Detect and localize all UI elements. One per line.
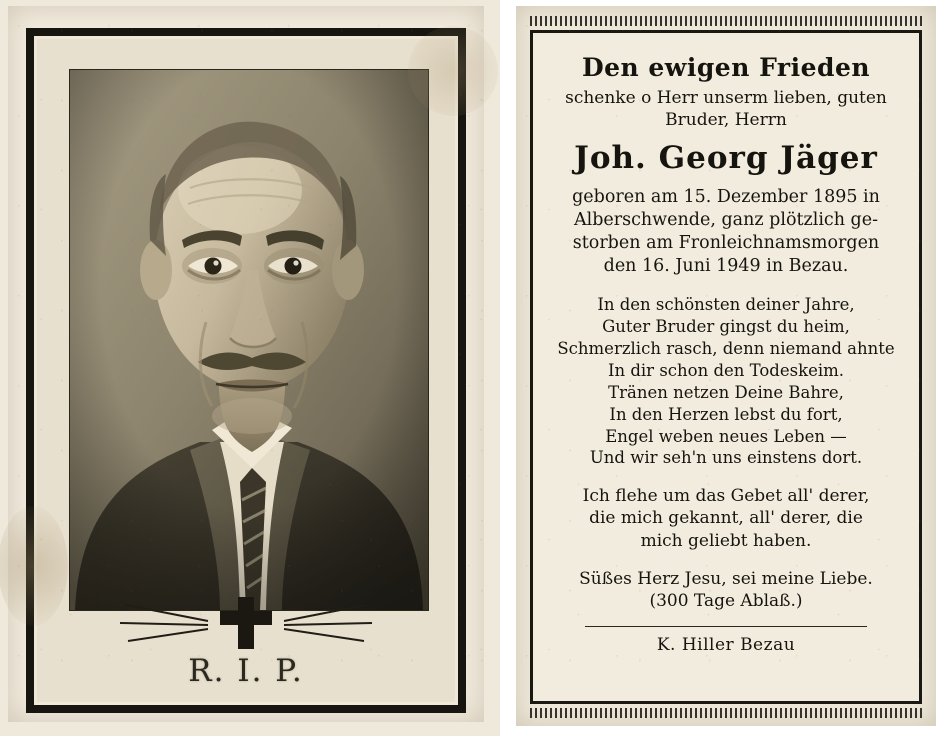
portrait-photo-graphic bbox=[70, 70, 428, 610]
memorial-poem bbox=[551, 294, 901, 470]
detail-line: geboren am 15. Dezember 1895 in bbox=[572, 186, 880, 207]
printer-credit: K. Hiller Bezau bbox=[656, 634, 796, 655]
rip-block bbox=[34, 595, 458, 695]
poem-line: Und wir seh'n uns einstens dort. bbox=[589, 448, 863, 468]
poem-line: In dir schon den Todeskeim. bbox=[607, 360, 845, 380]
poem-line: Engel weben neues Leben — bbox=[605, 426, 847, 446]
birth-death-details bbox=[551, 186, 901, 278]
subheading bbox=[551, 88, 901, 132]
heading: Den ewigen Frieden bbox=[581, 53, 871, 82]
plea-line: Ich flehe um das Gebet all' derer, bbox=[582, 486, 870, 507]
invocation bbox=[551, 568, 901, 612]
detail-line: storben am Fronleichnamsmorgen bbox=[572, 232, 880, 253]
photo-frame-border bbox=[26, 28, 466, 713]
plea-line: die mich gekannt, all' derer, die bbox=[589, 508, 863, 529]
poem-line: Guter Bruder gingst du heim, bbox=[602, 316, 850, 336]
subheading-line: schenke o Herr unserm lieben, guten bbox=[565, 88, 887, 108]
deceased-name: Joh. Georg Jäger bbox=[574, 139, 878, 176]
decorative-band-bottom bbox=[530, 708, 922, 718]
poem-line: In den Herzen lebst du fort, bbox=[609, 404, 843, 424]
decorative-band-top bbox=[530, 16, 922, 26]
prayer-plea bbox=[551, 485, 901, 551]
divider bbox=[585, 626, 867, 627]
detail-line: den 16. Juni 1949 in Bezau. bbox=[603, 255, 849, 276]
text-frame bbox=[530, 30, 922, 704]
right-page-paper bbox=[516, 6, 936, 726]
poem-line: Schmerzlich rasch, denn niemand ahnte bbox=[557, 338, 895, 358]
poem-line: In den schönsten deiner Jahre, bbox=[597, 294, 855, 314]
detail-line: Alberschwende, ganz plötzlich ge- bbox=[573, 209, 879, 230]
plea-line: mich geliebt haben. bbox=[640, 530, 812, 551]
poem-line: Tränen netzen Deine Bahre, bbox=[608, 382, 844, 402]
portrait-photo bbox=[70, 70, 428, 610]
cross-icon bbox=[34, 595, 458, 651]
invocation-line: (300 Tage Ablaß.) bbox=[649, 590, 803, 611]
subheading-line: Bruder, Herrn bbox=[665, 109, 787, 130]
right-page bbox=[500, 0, 950, 736]
rip-label: R. I. P. bbox=[188, 653, 304, 689]
left-page-paper bbox=[8, 6, 484, 722]
invocation-line: Süßes Herz Jesu, sei meine Liebe. bbox=[579, 568, 873, 589]
